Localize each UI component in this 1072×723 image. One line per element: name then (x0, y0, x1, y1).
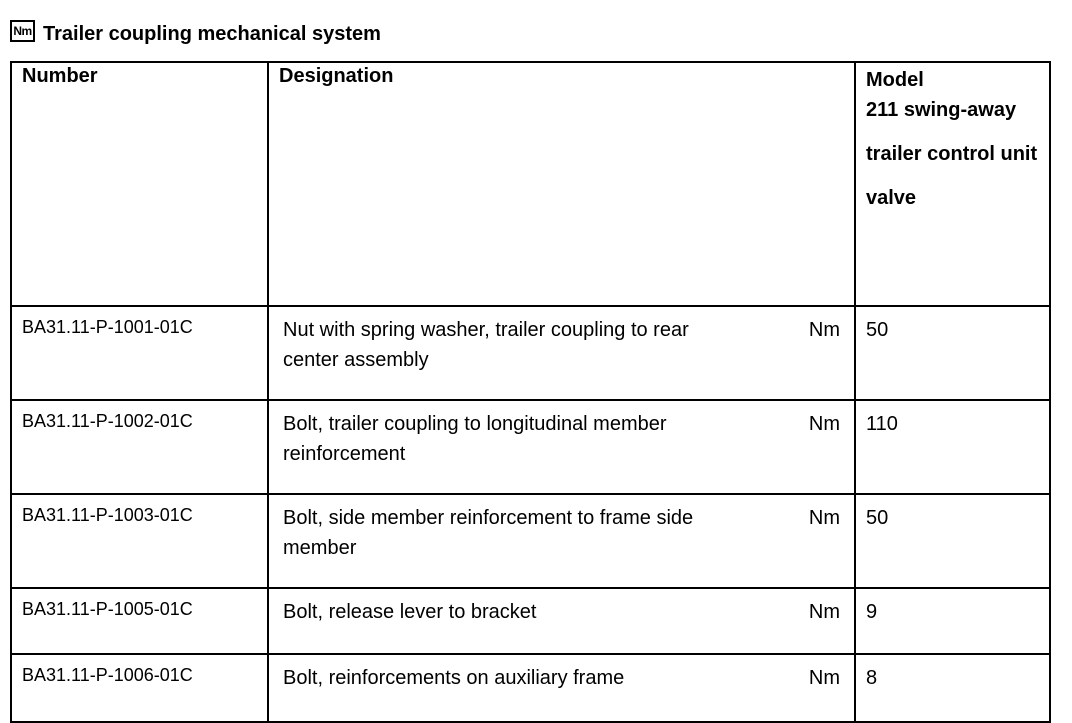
column-header-number: Number (11, 62, 268, 306)
torque-spec-table (10, 61, 1051, 723)
row-number: BA31.11-P-1005-01C (11, 588, 268, 654)
designation-text: Nut with spring washer, trailer coupling to rear center assembly (283, 319, 689, 371)
row-value: 50 (855, 306, 1050, 400)
row-value: 110 (855, 400, 1050, 494)
table-header-row (11, 62, 1050, 306)
page-title: Trailer coupling mechanical system (43, 22, 381, 45)
row-number: BA31.11-P-1002-01C (11, 400, 268, 494)
row-value: 8 (855, 654, 1050, 722)
unit-label: Nm (808, 507, 840, 529)
model-label: Model (866, 69, 924, 91)
unit-label: Nm (808, 601, 840, 623)
table-row (11, 588, 1050, 654)
row-designation (268, 654, 855, 722)
designation-text: Bolt, release lever to bracket (283, 601, 537, 623)
section-header (10, 20, 381, 48)
row-value: 9 (855, 588, 1050, 654)
row-number: BA31.11-P-1003-01C (11, 494, 268, 588)
table-row (11, 654, 1050, 722)
row-value: 50 (855, 494, 1050, 588)
table-row (11, 400, 1050, 494)
unit-label: Nm (808, 667, 840, 689)
designation-text: Bolt, reinforcements on auxiliary frame (283, 667, 625, 689)
row-designation (268, 306, 855, 400)
column-header-designation: Designation (268, 62, 855, 306)
torque-nm-icon: Nm (10, 20, 35, 42)
model-variant-label: 211 swing-away trailer control unit valve (866, 99, 1038, 209)
row-number: BA31.11-P-1001-01C (11, 306, 268, 400)
table-row (11, 494, 1050, 588)
unit-label: Nm (808, 413, 840, 435)
designation-text: Bolt, side member reinforcement to frame side member (283, 507, 694, 559)
row-number: BA31.11-P-1006-01C (11, 654, 268, 722)
table-row (11, 306, 1050, 400)
unit-label: Nm (808, 319, 840, 341)
column-header-model (855, 62, 1050, 306)
designation-text: Bolt, trailer coupling to longitudinal member reinforcement (283, 413, 667, 465)
row-designation (268, 494, 855, 588)
row-designation (268, 588, 855, 654)
row-designation (268, 400, 855, 494)
